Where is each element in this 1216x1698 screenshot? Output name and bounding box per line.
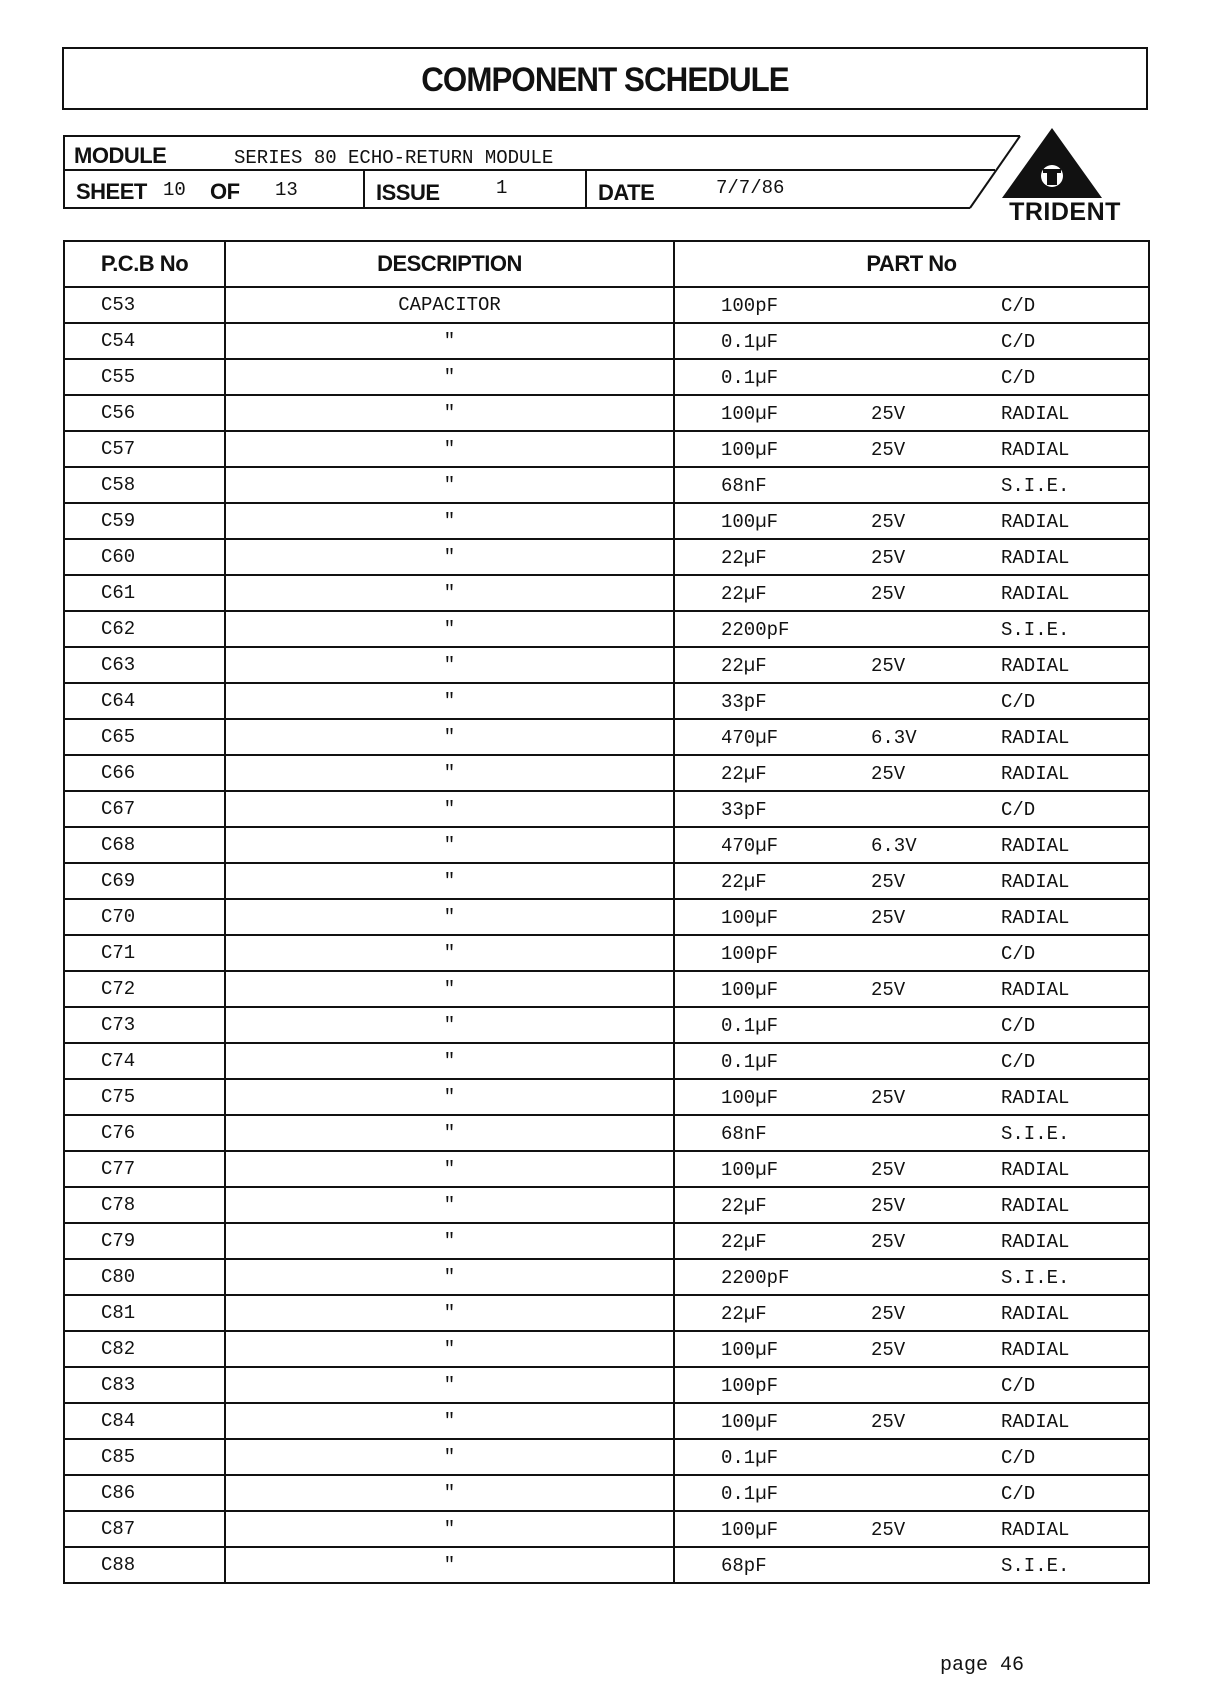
part-type: RADIAL (1001, 1519, 1070, 1541)
header-part: PART No (674, 241, 1149, 287)
part-type: S.I.E. (1001, 1555, 1070, 1577)
pcb-cell: C53 (64, 287, 225, 323)
trident-logo (990, 128, 1140, 228)
part-cell (674, 1475, 1149, 1511)
part-cell (674, 1511, 1149, 1547)
part-type: RADIAL (1001, 583, 1070, 605)
part-type: RADIAL (1001, 547, 1070, 569)
pcb-cell: C66 (64, 755, 225, 791)
pcb-cell: C64 (64, 683, 225, 719)
part-value: 100µF (721, 1411, 779, 1433)
part-rating: 25V (871, 583, 906, 605)
description-cell: " (225, 1079, 674, 1115)
table-row (64, 971, 1149, 1007)
pcb-cell: C57 (64, 431, 225, 467)
table-row (64, 719, 1149, 755)
part-type: RADIAL (1001, 1231, 1070, 1253)
part-value: 22µF (721, 1195, 767, 1217)
part-value: 100µF (721, 907, 779, 929)
part-cell (674, 467, 1149, 503)
table-row (64, 863, 1149, 899)
part-rating: 25V (871, 979, 906, 1001)
description-cell: " (225, 503, 674, 539)
of-value: 13 (275, 179, 298, 201)
table-row (64, 1331, 1149, 1367)
part-value: 22µF (721, 1231, 767, 1253)
part-rating: 25V (871, 1087, 906, 1109)
part-type: S.I.E. (1001, 475, 1070, 497)
part-cell (674, 863, 1149, 899)
document-title: COMPONENT SCHEDULE (421, 61, 789, 99)
part-value: 2200pF (721, 619, 790, 641)
part-type: C/D (1001, 1375, 1036, 1397)
description-cell: " (225, 1475, 674, 1511)
description-cell: " (225, 863, 674, 899)
part-cell (674, 647, 1149, 683)
table-row (64, 359, 1149, 395)
description-cell: " (225, 539, 674, 575)
table-row (64, 1223, 1149, 1259)
pcb-cell: C59 (64, 503, 225, 539)
part-value: 100pF (721, 943, 779, 965)
pcb-cell: C78 (64, 1187, 225, 1223)
description-cell: " (225, 359, 674, 395)
part-rating: 6.3V (871, 835, 917, 857)
component-table (63, 240, 1150, 1584)
table-row (64, 935, 1149, 971)
part-value: 100µF (721, 979, 779, 1001)
description-cell: " (225, 611, 674, 647)
part-value: 22µF (721, 655, 767, 677)
part-type: RADIAL (1001, 1411, 1070, 1433)
table-row (64, 611, 1149, 647)
part-type: C/D (1001, 367, 1036, 389)
part-value: 100µF (721, 511, 779, 533)
part-value: 100µF (721, 439, 779, 461)
table-row (64, 647, 1149, 683)
page-number: page 46 (940, 1654, 1025, 1677)
pcb-cell: C62 (64, 611, 225, 647)
table-row (64, 1079, 1149, 1115)
part-type: RADIAL (1001, 1087, 1070, 1109)
table-row (64, 1547, 1149, 1583)
logo-text: TRIDENT (1009, 198, 1121, 226)
part-cell (674, 899, 1149, 935)
table-body (64, 287, 1149, 1583)
description-cell: " (225, 1151, 674, 1187)
table-row (64, 575, 1149, 611)
part-cell (674, 1403, 1149, 1439)
part-cell (674, 935, 1149, 971)
table-row (64, 395, 1149, 431)
description-cell: " (225, 1547, 674, 1583)
pcb-cell: C54 (64, 323, 225, 359)
description-cell: " (225, 791, 674, 827)
description-cell: " (225, 971, 674, 1007)
pcb-cell: C70 (64, 899, 225, 935)
part-cell (674, 611, 1149, 647)
part-cell (674, 503, 1149, 539)
module-label: MODULE (74, 143, 167, 168)
part-cell (674, 1367, 1149, 1403)
part-type: S.I.E. (1001, 1123, 1070, 1145)
part-rating: 25V (871, 907, 906, 929)
part-value: 470µF (721, 727, 779, 749)
table-row (64, 791, 1149, 827)
part-type: RADIAL (1001, 403, 1070, 425)
part-cell (674, 683, 1149, 719)
part-type: S.I.E. (1001, 619, 1070, 641)
part-cell (674, 539, 1149, 575)
part-type: RADIAL (1001, 1195, 1070, 1217)
part-cell (674, 287, 1149, 323)
part-cell (674, 1151, 1149, 1187)
table-row (64, 683, 1149, 719)
pcb-cell: C60 (64, 539, 225, 575)
part-cell (674, 1439, 1149, 1475)
date-label: DATE (598, 180, 655, 205)
description-cell: " (225, 323, 674, 359)
header-description: DESCRIPTION (225, 241, 674, 287)
part-type: C/D (1001, 1447, 1036, 1469)
pcb-cell: C77 (64, 1151, 225, 1187)
description-cell: " (225, 1259, 674, 1295)
part-cell (674, 1547, 1149, 1583)
description-cell: " (225, 899, 674, 935)
part-type: RADIAL (1001, 1303, 1070, 1325)
part-type: RADIAL (1001, 511, 1070, 533)
part-cell (674, 827, 1149, 863)
table-row (64, 755, 1149, 791)
part-type: C/D (1001, 331, 1036, 353)
part-type: C/D (1001, 1483, 1036, 1505)
part-rating: 25V (871, 1519, 906, 1541)
issue-label: ISSUE (376, 180, 440, 205)
table-row (64, 539, 1149, 575)
part-type: C/D (1001, 1015, 1036, 1037)
part-type: RADIAL (1001, 1159, 1070, 1181)
part-cell (674, 1043, 1149, 1079)
pcb-cell: C73 (64, 1007, 225, 1043)
part-type: C/D (1001, 943, 1036, 965)
part-type: C/D (1001, 691, 1036, 713)
table-row (64, 899, 1149, 935)
part-value: 100pF (721, 1375, 779, 1397)
part-value: 68nF (721, 1123, 767, 1145)
table-row (64, 1151, 1149, 1187)
description-cell: " (225, 1367, 674, 1403)
part-type: C/D (1001, 295, 1036, 317)
part-value: 100µF (721, 1339, 779, 1361)
pcb-cell: C69 (64, 863, 225, 899)
part-type: RADIAL (1001, 655, 1070, 677)
part-cell (674, 1079, 1149, 1115)
table-row (64, 827, 1149, 863)
table-row (64, 1511, 1149, 1547)
table-row (64, 503, 1149, 539)
part-value: 33pF (721, 691, 767, 713)
table-row (64, 1439, 1149, 1475)
description-cell: " (225, 1043, 674, 1079)
table-row (64, 1475, 1149, 1511)
pcb-cell: C84 (64, 1403, 225, 1439)
description-cell: " (225, 1223, 674, 1259)
part-value: 0.1µF (721, 1447, 779, 1469)
part-type: RADIAL (1001, 763, 1070, 785)
table-row (64, 1043, 1149, 1079)
part-type: C/D (1001, 799, 1036, 821)
pcb-cell: C76 (64, 1115, 225, 1151)
part-type: RADIAL (1001, 727, 1070, 749)
part-cell (674, 1331, 1149, 1367)
part-rating: 25V (871, 547, 906, 569)
description-cell: " (225, 1331, 674, 1367)
part-value: 22µF (721, 871, 767, 893)
part-cell (674, 395, 1149, 431)
description-cell: " (225, 1403, 674, 1439)
part-type: RADIAL (1001, 979, 1070, 1001)
issue-value: 1 (496, 177, 508, 199)
part-value: 0.1µF (721, 1483, 779, 1505)
pcb-cell: C85 (64, 1439, 225, 1475)
table-header-row (64, 241, 1149, 287)
pcb-cell: C55 (64, 359, 225, 395)
description-cell: " (225, 719, 674, 755)
part-value: 33pF (721, 799, 767, 821)
pcb-cell: C65 (64, 719, 225, 755)
description-cell: " (225, 755, 674, 791)
pcb-cell: C56 (64, 395, 225, 431)
table-row (64, 467, 1149, 503)
table-row (64, 1403, 1149, 1439)
description-cell: " (225, 395, 674, 431)
part-value: 100µF (721, 403, 779, 425)
pcb-cell: C86 (64, 1475, 225, 1511)
part-value: 68pF (721, 1555, 767, 1577)
part-rating: 25V (871, 511, 906, 533)
pcb-cell: C79 (64, 1223, 225, 1259)
part-rating: 25V (871, 1195, 906, 1217)
pcb-cell: C83 (64, 1367, 225, 1403)
part-rating: 25V (871, 871, 906, 893)
description-cell: " (225, 647, 674, 683)
part-rating: 25V (871, 655, 906, 677)
part-value: 100pF (721, 295, 779, 317)
part-value: 100µF (721, 1087, 779, 1109)
module-value: SERIES 80 ECHO-RETURN MODULE (234, 147, 554, 169)
pcb-cell: C58 (64, 467, 225, 503)
pcb-cell: C82 (64, 1331, 225, 1367)
part-rating: 25V (871, 1339, 906, 1361)
table-row (64, 1115, 1149, 1151)
table-row (64, 1367, 1149, 1403)
part-rating: 25V (871, 403, 906, 425)
part-type: RADIAL (1001, 835, 1070, 857)
sheet-value: 10 (163, 179, 186, 201)
part-rating: 25V (871, 439, 906, 461)
part-rating: 25V (871, 1411, 906, 1433)
description-cell: " (225, 1511, 674, 1547)
description-cell: " (225, 1295, 674, 1331)
description-cell: " (225, 1187, 674, 1223)
table-row (64, 1259, 1149, 1295)
table-row (64, 1295, 1149, 1331)
part-rating: 25V (871, 1159, 906, 1181)
description-cell: " (225, 935, 674, 971)
part-type: S.I.E. (1001, 1267, 1070, 1289)
part-cell (674, 575, 1149, 611)
pcb-cell: C81 (64, 1295, 225, 1331)
part-value: 100µF (721, 1159, 779, 1181)
part-type: RADIAL (1001, 907, 1070, 929)
header-pcb: P.C.B No (64, 241, 225, 287)
description-cell: " (225, 1007, 674, 1043)
date-value: 7/7/86 (716, 177, 785, 199)
part-cell (674, 1223, 1149, 1259)
pcb-cell: C88 (64, 1547, 225, 1583)
part-value: 22µF (721, 763, 767, 785)
pcb-cell: C68 (64, 827, 225, 863)
pcb-cell: C61 (64, 575, 225, 611)
pcb-cell: C63 (64, 647, 225, 683)
description-cell: " (225, 827, 674, 863)
description-cell: " (225, 683, 674, 719)
description-cell: " (225, 431, 674, 467)
table-row (64, 323, 1149, 359)
pcb-cell: C75 (64, 1079, 225, 1115)
part-value: 68nF (721, 475, 767, 497)
part-rating: 25V (871, 1231, 906, 1253)
part-value: 0.1µF (721, 367, 779, 389)
description-cell: " (225, 1115, 674, 1151)
of-label: OF (210, 179, 240, 204)
pcb-cell: C80 (64, 1259, 225, 1295)
part-value: 22µF (721, 547, 767, 569)
part-cell (674, 359, 1149, 395)
pcb-cell: C71 (64, 935, 225, 971)
pcb-cell: C74 (64, 1043, 225, 1079)
part-value: 22µF (721, 1303, 767, 1325)
part-value: 470µF (721, 835, 779, 857)
table-row (64, 1007, 1149, 1043)
part-type: RADIAL (1001, 1339, 1070, 1361)
part-value: 100µF (721, 1519, 779, 1541)
part-cell (674, 719, 1149, 755)
part-rating: 6.3V (871, 727, 917, 749)
description-cell: " (225, 575, 674, 611)
sheet-label: SHEET (76, 179, 147, 204)
part-value: 22µF (721, 583, 767, 605)
part-value: 0.1µF (721, 1015, 779, 1037)
part-cell (674, 1295, 1149, 1331)
description-cell: " (225, 1439, 674, 1475)
part-cell (674, 971, 1149, 1007)
part-type: C/D (1001, 1051, 1036, 1073)
part-cell (674, 323, 1149, 359)
part-rating: 25V (871, 763, 906, 785)
description-cell: " (225, 467, 674, 503)
pcb-cell: C87 (64, 1511, 225, 1547)
table-row (64, 287, 1149, 323)
part-rating: 25V (871, 1303, 906, 1325)
description-cell: CAPACITOR (225, 287, 674, 323)
part-value: 0.1µF (721, 1051, 779, 1073)
part-cell (674, 1007, 1149, 1043)
table-row (64, 431, 1149, 467)
part-type: RADIAL (1001, 439, 1070, 461)
part-cell (674, 755, 1149, 791)
trident-triangle-icon (990, 128, 1140, 203)
part-cell (674, 1115, 1149, 1151)
pcb-cell: C72 (64, 971, 225, 1007)
table-row (64, 1187, 1149, 1223)
part-value: 2200pF (721, 1267, 790, 1289)
part-type: RADIAL (1001, 871, 1070, 893)
part-cell (674, 1187, 1149, 1223)
part-cell (674, 1259, 1149, 1295)
part-cell (674, 791, 1149, 827)
part-value: 0.1µF (721, 331, 779, 353)
part-cell (674, 431, 1149, 467)
pcb-cell: C67 (64, 791, 225, 827)
